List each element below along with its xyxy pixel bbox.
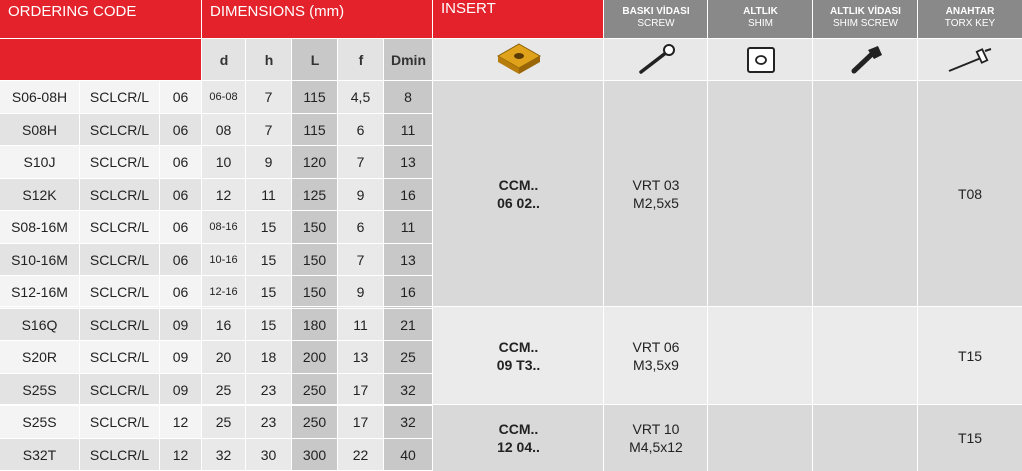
- insert-icon-cell: [433, 38, 604, 81]
- cell-dmin: 32: [384, 406, 432, 438]
- insert-group-2: [433, 307, 604, 405]
- insert-header: INSERT: [433, 0, 604, 38]
- dim-col-f: f: [338, 38, 384, 81]
- shim-screw-header-en: SHIM SCREW: [833, 18, 898, 29]
- screw-icon: [634, 43, 678, 77]
- shim-screw-icon-cell: [813, 38, 918, 81]
- dim-col-l: L: [292, 38, 338, 81]
- shim-screw-icon: [846, 43, 886, 77]
- shim-icon-cell: [708, 38, 813, 81]
- cell-size: 06: [160, 146, 201, 178]
- cell-type: SCLCR/L: [80, 276, 159, 308]
- shim-header-en: SHIM: [748, 18, 773, 29]
- cell-dmin: 40: [384, 439, 432, 470]
- cell-size: 09: [160, 341, 201, 373]
- dimensions-header: DIMENSIONS (mm): [202, 0, 433, 38]
- cell-f: 11: [338, 309, 383, 340]
- cell-f: 9: [338, 276, 383, 308]
- cell-d: 32: [202, 439, 245, 470]
- cell-code: S20R: [0, 341, 79, 373]
- shim-group-1: [708, 81, 813, 307]
- screw-size: M3,5x9: [633, 357, 679, 373]
- square-insert-icon: [495, 41, 543, 79]
- key-group-2: [918, 307, 1022, 405]
- cell-code: S25S: [0, 374, 79, 405]
- cell-code: S32T: [0, 439, 79, 470]
- cell-d: 16: [202, 309, 245, 340]
- key-group-3: [918, 405, 1022, 471]
- insert-code: CCM..: [498, 177, 539, 193]
- cell-type: SCLCR/L: [80, 374, 159, 405]
- insert-group-3: [433, 405, 604, 471]
- cell-h: 18: [246, 341, 291, 373]
- cell-size: 06: [160, 276, 201, 308]
- cell-size: 06: [160, 114, 201, 145]
- row-divider: [0, 404, 1022, 405]
- cell-d: 12-16: [202, 276, 245, 308]
- screw-code: VRT 06: [632, 339, 680, 355]
- cell-type: SCLCR/L: [80, 439, 159, 470]
- row-divider: [0, 38, 1022, 39]
- cell-d: 20: [202, 341, 245, 373]
- cell-f: 7: [338, 146, 383, 178]
- col-divider: [707, 0, 708, 471]
- shim-screw-group-3: [813, 405, 918, 471]
- cell-code: S06-08H: [0, 81, 79, 113]
- cell-d: 25: [202, 374, 245, 405]
- key-code: T08: [957, 186, 983, 202]
- cell-code: S25S: [0, 406, 79, 438]
- row-divider: [0, 306, 1022, 307]
- cell-dmin: 8: [384, 81, 432, 113]
- cell-h: 15: [246, 309, 291, 340]
- cell-dmin: 11: [384, 114, 432, 145]
- cell-dmin: 11: [384, 211, 432, 243]
- cell-dmin: 32: [384, 374, 432, 405]
- dim-col-dmin: Dmin: [384, 38, 433, 81]
- cell-code: S12K: [0, 179, 79, 210]
- col-divider: [432, 0, 433, 471]
- shim-icon: [743, 43, 779, 77]
- col-divider: [291, 38, 292, 471]
- screw-group-1: [604, 81, 708, 307]
- screw-header-en: SCREW: [637, 18, 675, 29]
- col-divider: [245, 38, 246, 471]
- col-divider: [383, 38, 384, 471]
- cell-type: SCLCR/L: [80, 146, 159, 178]
- cell-dmin: 16: [384, 179, 432, 210]
- cell-f: 22: [338, 439, 383, 470]
- screw-icon-cell: [604, 38, 708, 81]
- cell-code: S08-16M: [0, 211, 79, 243]
- cell-l: 150: [292, 276, 337, 308]
- cell-l: 300: [292, 439, 337, 470]
- key-code: T15: [957, 430, 983, 446]
- cell-h: 15: [246, 276, 291, 308]
- cell-size: 06: [160, 81, 201, 113]
- cell-dmin: 25: [384, 341, 432, 373]
- cell-d: 25: [202, 406, 245, 438]
- cell-h: 15: [246, 211, 291, 243]
- col-divider: [337, 38, 338, 471]
- col-divider: [603, 0, 604, 471]
- cell-type: SCLCR/L: [80, 341, 159, 373]
- cell-h: 30: [246, 439, 291, 470]
- cell-d: 10-16: [202, 244, 245, 275]
- screw-group-3: [604, 405, 708, 471]
- cell-dmin: 16: [384, 276, 432, 308]
- shim-screw-group-1: [813, 81, 918, 307]
- cell-d: 12: [202, 179, 245, 210]
- insert-size: 09 T3..: [496, 357, 541, 373]
- screw-size: M2,5x5: [633, 195, 679, 211]
- cell-type: SCLCR/L: [80, 406, 159, 438]
- cell-code: S12-16M: [0, 276, 79, 308]
- key-icon-cell: [918, 38, 1022, 81]
- cell-f: 17: [338, 374, 383, 405]
- insert-code: CCM..: [498, 339, 539, 355]
- cell-h: 7: [246, 114, 291, 145]
- cell-code: S08H: [0, 114, 79, 145]
- cell-size: 12: [160, 439, 201, 470]
- shim-header-tr: ALTLIK: [743, 6, 778, 17]
- cell-h: 15: [246, 244, 291, 275]
- cell-size: 12: [160, 406, 201, 438]
- insert-size: 12 04..: [497, 439, 540, 455]
- screw-code: VRT 03: [632, 177, 680, 193]
- cell-l: 120: [292, 146, 337, 178]
- cell-size: 06: [160, 211, 201, 243]
- cell-h: 9: [246, 146, 291, 178]
- cell-type: SCLCR/L: [80, 81, 159, 113]
- cell-l: 125: [292, 179, 337, 210]
- cell-size: 09: [160, 309, 201, 340]
- shim-header: [708, 0, 813, 38]
- cell-f: 9: [338, 179, 383, 210]
- cell-dmin: 13: [384, 244, 432, 275]
- key-header-tr: ANAHTAR: [945, 6, 995, 17]
- cell-type: SCLCR/L: [80, 211, 159, 243]
- key-header: [918, 0, 1022, 38]
- row-divider: [0, 80, 1022, 81]
- cell-h: 23: [246, 406, 291, 438]
- shim-screw-header: [813, 0, 918, 38]
- cell-code: S16Q: [0, 309, 79, 340]
- cell-f: 6: [338, 114, 383, 145]
- insert-size: 06 02..: [497, 195, 540, 211]
- cell-size: 06: [160, 179, 201, 210]
- shim-screw-group-2: [813, 307, 918, 405]
- dim-col-h: h: [246, 38, 292, 81]
- insert-group-1: [433, 81, 604, 307]
- screw-size: M4,5x12: [629, 439, 683, 455]
- cell-l: 150: [292, 211, 337, 243]
- cell-h: 11: [246, 179, 291, 210]
- screw-group-2: [604, 307, 708, 405]
- cell-type: SCLCR/L: [80, 309, 159, 340]
- key-group-1: [918, 81, 1022, 307]
- col-divider: [812, 0, 813, 471]
- cell-l: 200: [292, 341, 337, 373]
- cell-code: S10J: [0, 146, 79, 178]
- cell-l: 250: [292, 374, 337, 405]
- shim-screw-header-tr: ALTLIK VİDASI: [830, 6, 901, 17]
- cell-f: 6: [338, 211, 383, 243]
- dim-col-d: d: [202, 38, 246, 81]
- ordering-code-header: ORDERING CODE: [0, 0, 202, 38]
- cell-size: 06: [160, 244, 201, 275]
- cell-d: 10: [202, 146, 245, 178]
- cell-l: 180: [292, 309, 337, 340]
- cell-dmin: 13: [384, 146, 432, 178]
- screw-header: [604, 0, 708, 38]
- cell-l: 115: [292, 114, 337, 145]
- cell-f: 7: [338, 244, 383, 275]
- key-header-en: TORX KEY: [944, 18, 996, 29]
- cell-f: 17: [338, 406, 383, 438]
- cell-type: SCLCR/L: [80, 114, 159, 145]
- torx-key-icon: [945, 43, 995, 77]
- cell-type: SCLCR/L: [80, 179, 159, 210]
- cell-code: S10-16M: [0, 244, 79, 275]
- cell-l: 115: [292, 81, 337, 113]
- cell-l: 250: [292, 406, 337, 438]
- insert-code: CCM..: [498, 421, 539, 437]
- cell-d: 06-08: [202, 81, 245, 113]
- cell-size: 09: [160, 374, 201, 405]
- cell-h: 7: [246, 81, 291, 113]
- cell-dmin: 21: [384, 309, 432, 340]
- col-divider: [201, 0, 202, 471]
- screw-header-tr: BASKI VİDASI: [622, 6, 690, 17]
- cell-f: 4,5: [338, 81, 383, 113]
- shim-group-3: [708, 405, 813, 471]
- cell-d: 08-16: [202, 211, 245, 243]
- ordering-code-subheader: [0, 38, 202, 81]
- cell-h: 23: [246, 374, 291, 405]
- key-code: T15: [957, 348, 983, 364]
- cell-d: 08: [202, 114, 245, 145]
- cell-l: 150: [292, 244, 337, 275]
- shim-group-2: [708, 307, 813, 405]
- cell-f: 13: [338, 341, 383, 373]
- col-divider: [917, 0, 918, 471]
- screw-code: VRT 10: [632, 421, 680, 437]
- cell-type: SCLCR/L: [80, 244, 159, 275]
